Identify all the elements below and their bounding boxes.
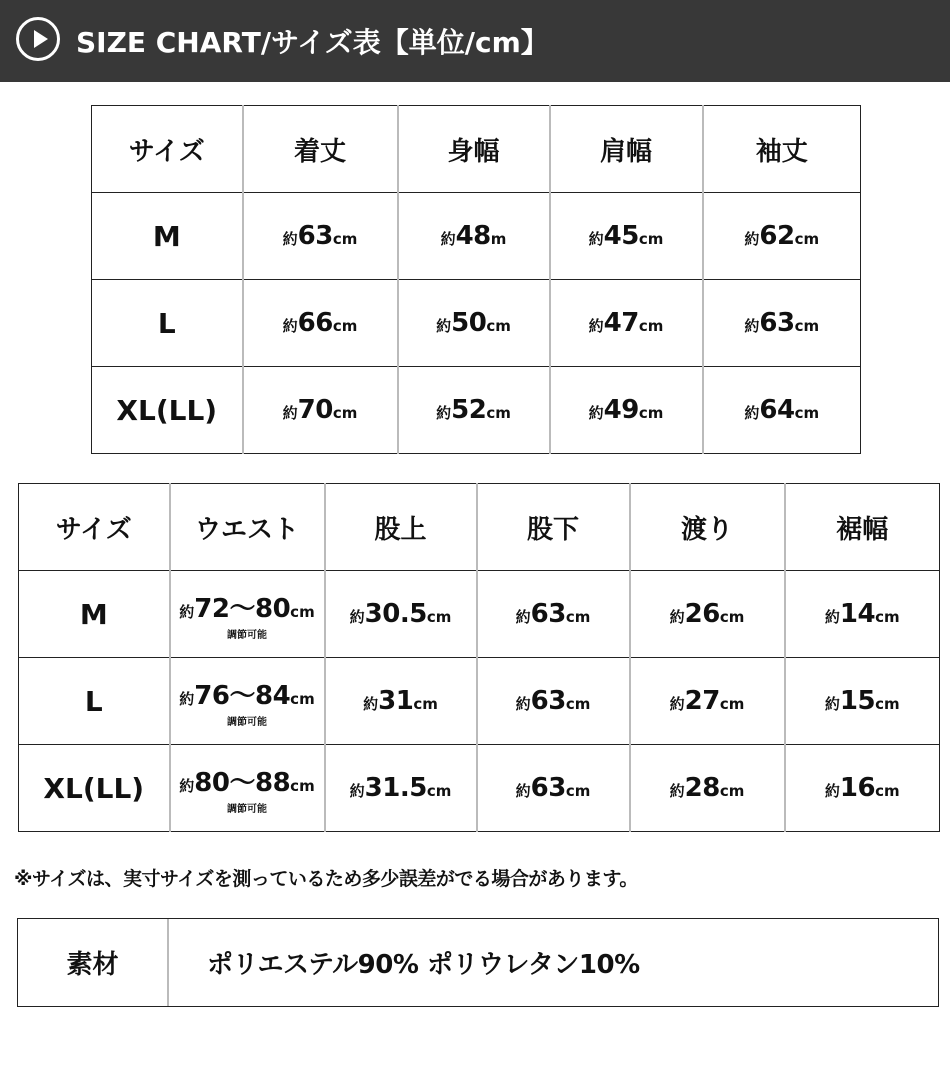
value-cell <box>703 193 861 280</box>
material-label: 素材 <box>18 919 169 1006</box>
size-label: M <box>92 193 243 280</box>
play-circle-icon <box>16 17 60 61</box>
table-row <box>19 658 940 745</box>
approx-prefix: 約 <box>440 230 456 248</box>
value-number: 80〜88 <box>194 767 291 798</box>
value-number: 48 <box>455 221 491 251</box>
table-row <box>92 280 861 367</box>
value-number: 47 <box>603 308 639 338</box>
adjustable-note: 調節可能 <box>227 803 267 815</box>
value-cell <box>170 745 325 832</box>
value-cell <box>785 745 940 832</box>
value-cell <box>325 745 477 832</box>
approx-prefix: 約 <box>744 230 760 248</box>
value-unit: cm <box>638 404 664 422</box>
size-label: L <box>92 280 243 367</box>
approx-prefix: 約 <box>669 695 685 713</box>
value-number: 63 <box>530 599 566 629</box>
top-size-table <box>91 105 861 454</box>
value-unit: m <box>490 230 507 248</box>
value-cell <box>170 571 325 658</box>
value-unit: cm <box>794 230 820 248</box>
value-number: 63 <box>530 686 566 716</box>
value-number: 31 <box>378 686 414 716</box>
table-row <box>92 193 861 280</box>
value-number: 16 <box>839 773 876 803</box>
value-number: 28 <box>684 773 720 803</box>
value-cell <box>785 571 940 658</box>
adjustable-note: 調節可能 <box>227 716 267 728</box>
material-value: ポリエステル90% ポリウレタン10% <box>207 950 640 980</box>
approx-prefix: 約 <box>349 608 365 626</box>
header-cell: 渡り <box>630 484 785 571</box>
value-cell <box>703 280 861 367</box>
approx-prefix: 約 <box>824 782 840 800</box>
value-cell <box>398 367 550 454</box>
value-unit: cm <box>426 782 452 800</box>
header-cell: 袖丈 <box>703 106 861 193</box>
adjustable-note: 調節可能 <box>227 629 267 641</box>
value-number: 63 <box>759 308 795 338</box>
header-cell: ウエスト <box>170 484 325 571</box>
page-title: SIZE CHART/サイズ表【単位/cm】 <box>76 26 549 59</box>
header-cell: 着丈 <box>243 106 398 193</box>
value-cell <box>477 658 630 745</box>
value-unit: cm <box>719 782 745 800</box>
value-unit: cm <box>875 782 900 800</box>
approx-prefix: 約 <box>282 404 298 422</box>
value-number: 15 <box>839 686 876 716</box>
size-label: XL(LL) <box>19 745 170 832</box>
value-number: 31.5 <box>364 773 427 803</box>
approx-prefix: 約 <box>824 695 840 713</box>
approx-prefix: 約 <box>744 317 760 335</box>
value-cell <box>398 280 550 367</box>
approx-prefix: 約 <box>282 230 298 248</box>
table-row <box>19 571 940 658</box>
approx-prefix: 約 <box>515 608 531 626</box>
approx-prefix: 約 <box>588 317 604 335</box>
approx-prefix: 約 <box>282 317 298 335</box>
approx-prefix: 約 <box>588 404 604 422</box>
value-unit: cm <box>565 608 591 626</box>
header-cell: サイズ <box>19 484 170 571</box>
header-cell: 股下 <box>477 484 630 571</box>
value-unit: cm <box>332 317 358 335</box>
header-cell: サイズ <box>92 106 243 193</box>
value-unit: cm <box>332 230 358 248</box>
approx-prefix: 約 <box>744 404 760 422</box>
value-number: 50 <box>451 308 487 338</box>
value-cell <box>703 367 861 454</box>
value-number: 27 <box>684 686 720 716</box>
bottom-size-table <box>18 483 940 832</box>
value-cell <box>398 193 550 280</box>
table-row <box>92 367 861 454</box>
header-cell: 肩幅 <box>550 106 703 193</box>
approx-prefix: 約 <box>179 776 195 795</box>
value-number: 64 <box>759 395 795 425</box>
value-cell <box>550 367 703 454</box>
value-unit: cm <box>794 317 820 335</box>
approx-prefix: 約 <box>363 695 379 713</box>
value-number: 26 <box>684 599 720 629</box>
value-unit: cm <box>638 230 664 248</box>
value-cell <box>630 745 785 832</box>
value-number: 30.5 <box>364 599 427 629</box>
value-unit: cm <box>565 695 591 713</box>
value-cell <box>785 658 940 745</box>
value-cell <box>477 571 630 658</box>
table-header-row <box>92 106 861 193</box>
value-cell <box>243 280 398 367</box>
approx-prefix: 約 <box>349 782 365 800</box>
approx-prefix: 約 <box>824 608 840 626</box>
value-unit: cm <box>290 602 315 621</box>
header-cell: 身幅 <box>398 106 550 193</box>
value-unit: cm <box>426 608 452 626</box>
size-label: M <box>19 571 170 658</box>
value-number: 52 <box>451 395 487 425</box>
measurement-note: ※サイズは、実寸サイズを測っているため多少誤差がでる場合があります。 <box>14 868 638 890</box>
table-header-row <box>19 484 940 571</box>
value-cell <box>325 658 477 745</box>
approx-prefix: 約 <box>669 608 685 626</box>
size-label: L <box>19 658 170 745</box>
value-unit: cm <box>486 317 511 335</box>
value-cell <box>550 193 703 280</box>
value-unit: cm <box>719 608 745 626</box>
value-unit: cm <box>875 608 900 626</box>
header-cell: 股上 <box>325 484 477 571</box>
approx-prefix: 約 <box>588 230 604 248</box>
size-label: XL(LL) <box>92 367 243 454</box>
approx-prefix: 約 <box>515 782 531 800</box>
value-number: 70 <box>297 395 333 425</box>
value-unit: cm <box>638 317 664 335</box>
value-number: 76〜84 <box>194 680 291 711</box>
approx-prefix: 約 <box>436 317 452 335</box>
approx-prefix: 約 <box>436 404 452 422</box>
value-cell <box>243 367 398 454</box>
value-unit: cm <box>486 404 511 422</box>
value-cell <box>170 658 325 745</box>
value-number: 63 <box>297 221 333 251</box>
value-cell <box>630 571 785 658</box>
value-unit: cm <box>794 404 820 422</box>
value-unit: cm <box>332 404 358 422</box>
value-unit: cm <box>565 782 591 800</box>
value-number: 62 <box>759 221 795 251</box>
value-number: 72〜80 <box>194 593 291 624</box>
value-number: 63 <box>530 773 566 803</box>
approx-prefix: 約 <box>179 689 195 708</box>
value-number: 45 <box>603 221 639 251</box>
value-cell <box>477 745 630 832</box>
value-unit: cm <box>290 689 315 708</box>
header-bar <box>0 0 950 82</box>
approx-prefix: 約 <box>669 782 685 800</box>
value-unit: cm <box>290 776 315 795</box>
header-cell: 裾幅 <box>785 484 940 571</box>
value-unit: cm <box>875 695 900 713</box>
value-cell <box>550 280 703 367</box>
value-number: 14 <box>839 599 876 629</box>
approx-prefix: 約 <box>515 695 531 713</box>
value-unit: cm <box>413 695 438 713</box>
value-cell <box>243 193 398 280</box>
value-number: 49 <box>603 395 639 425</box>
value-number: 66 <box>297 308 333 338</box>
material-box <box>17 918 939 1007</box>
value-cell <box>630 658 785 745</box>
table-row <box>19 745 940 832</box>
value-unit: cm <box>719 695 745 713</box>
value-cell <box>325 571 477 658</box>
approx-prefix: 約 <box>179 602 195 621</box>
